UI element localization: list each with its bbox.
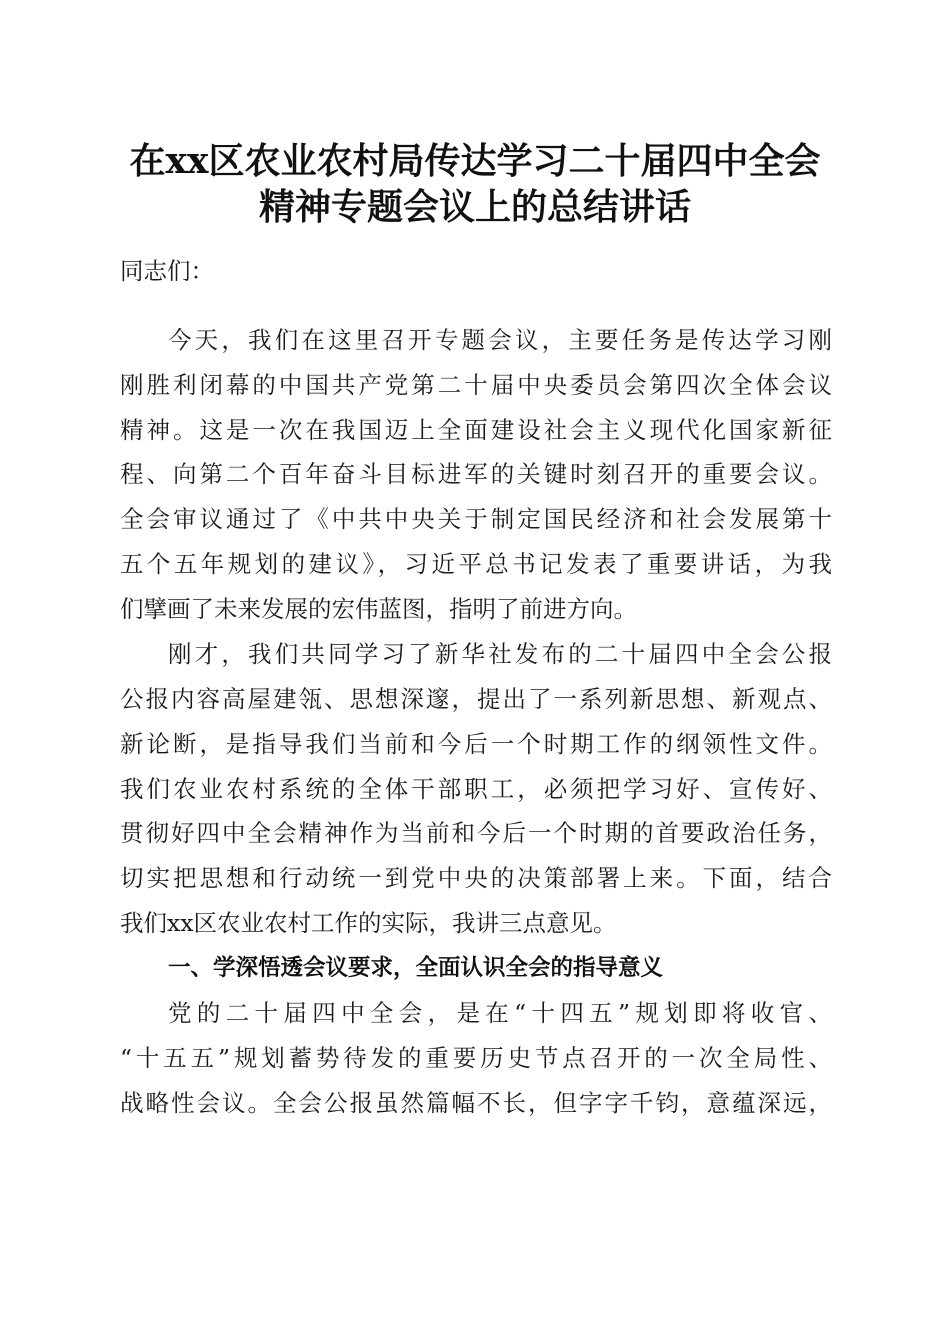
section-heading: 一、学深悟透会议要求，全面认识全会的指导意义 (168, 955, 664, 981)
paragraph-line: 程、向第二个百年奋斗目标进军的关键时刻召开的重要会议。 (120, 460, 832, 488)
paragraph-line: 新论断，是指导我们当前和今后一个时期工作的纲领性文件。 (120, 730, 832, 758)
paragraph-line: 党的二十届四中全会，是在“十四五”规划即将收官、 (168, 999, 832, 1027)
paragraph-line: 我们农业农村系统的全体干部职工，必须把学习好、宣传好、 (120, 775, 832, 803)
paragraph-line: 们擘画了未来发展的宏伟蓝图，指明了前进方向。 (120, 595, 637, 623)
salutation: 同志们： (120, 257, 214, 285)
paragraph-line: “十五五”规划蓄势待发的重要历史节点召开的一次全局性、 (120, 1044, 832, 1072)
paragraph-line: 战略性会议。全会公报虽然篇幅不长，但字字千钧，意蕴深远， (120, 1089, 832, 1117)
paragraph-line: 切实把思想和行动统一到党中央的决策部署上来。下面，结合 (120, 864, 832, 892)
paragraph-line: 公报内容高屋建瓴、思想深邃，提出了一系列新思想、新观点、 (120, 685, 832, 713)
paragraph-line: 贯彻好四中全会精神作为当前和今后一个时期的首要政治任务， (120, 819, 832, 847)
paragraph-line: 刚胜利闭幕的中国共产党第二十届中央委员会第四次全体会议 (120, 371, 832, 399)
paragraph-line: 刚才，我们共同学习了新华社发布的二十届四中全会公报 (168, 640, 832, 668)
paragraph-line: 精神。这是一次在我国迈上全面建设社会主义现代化国家新征 (120, 416, 832, 444)
paragraph-line: 今天，我们在这里召开专题会议，主要任务是传达学习刚 (168, 326, 832, 354)
paragraph-line: 全会审议通过了《中共中央关于制定国民经济和社会发展第十 (120, 505, 832, 533)
paragraph-line: 我们xx区农业农村工作的实际，我讲三点意见。 (120, 909, 617, 937)
document-title-line-2: 精神专题会议上的总结讲话 (258, 186, 691, 228)
paragraph-line: 五个五年规划的建议》，习近平总书记发表了重要讲话，为我 (120, 550, 832, 578)
document-title-line-1: 在xx区农业农村局传达学习二十届四中全会 (129, 140, 821, 182)
